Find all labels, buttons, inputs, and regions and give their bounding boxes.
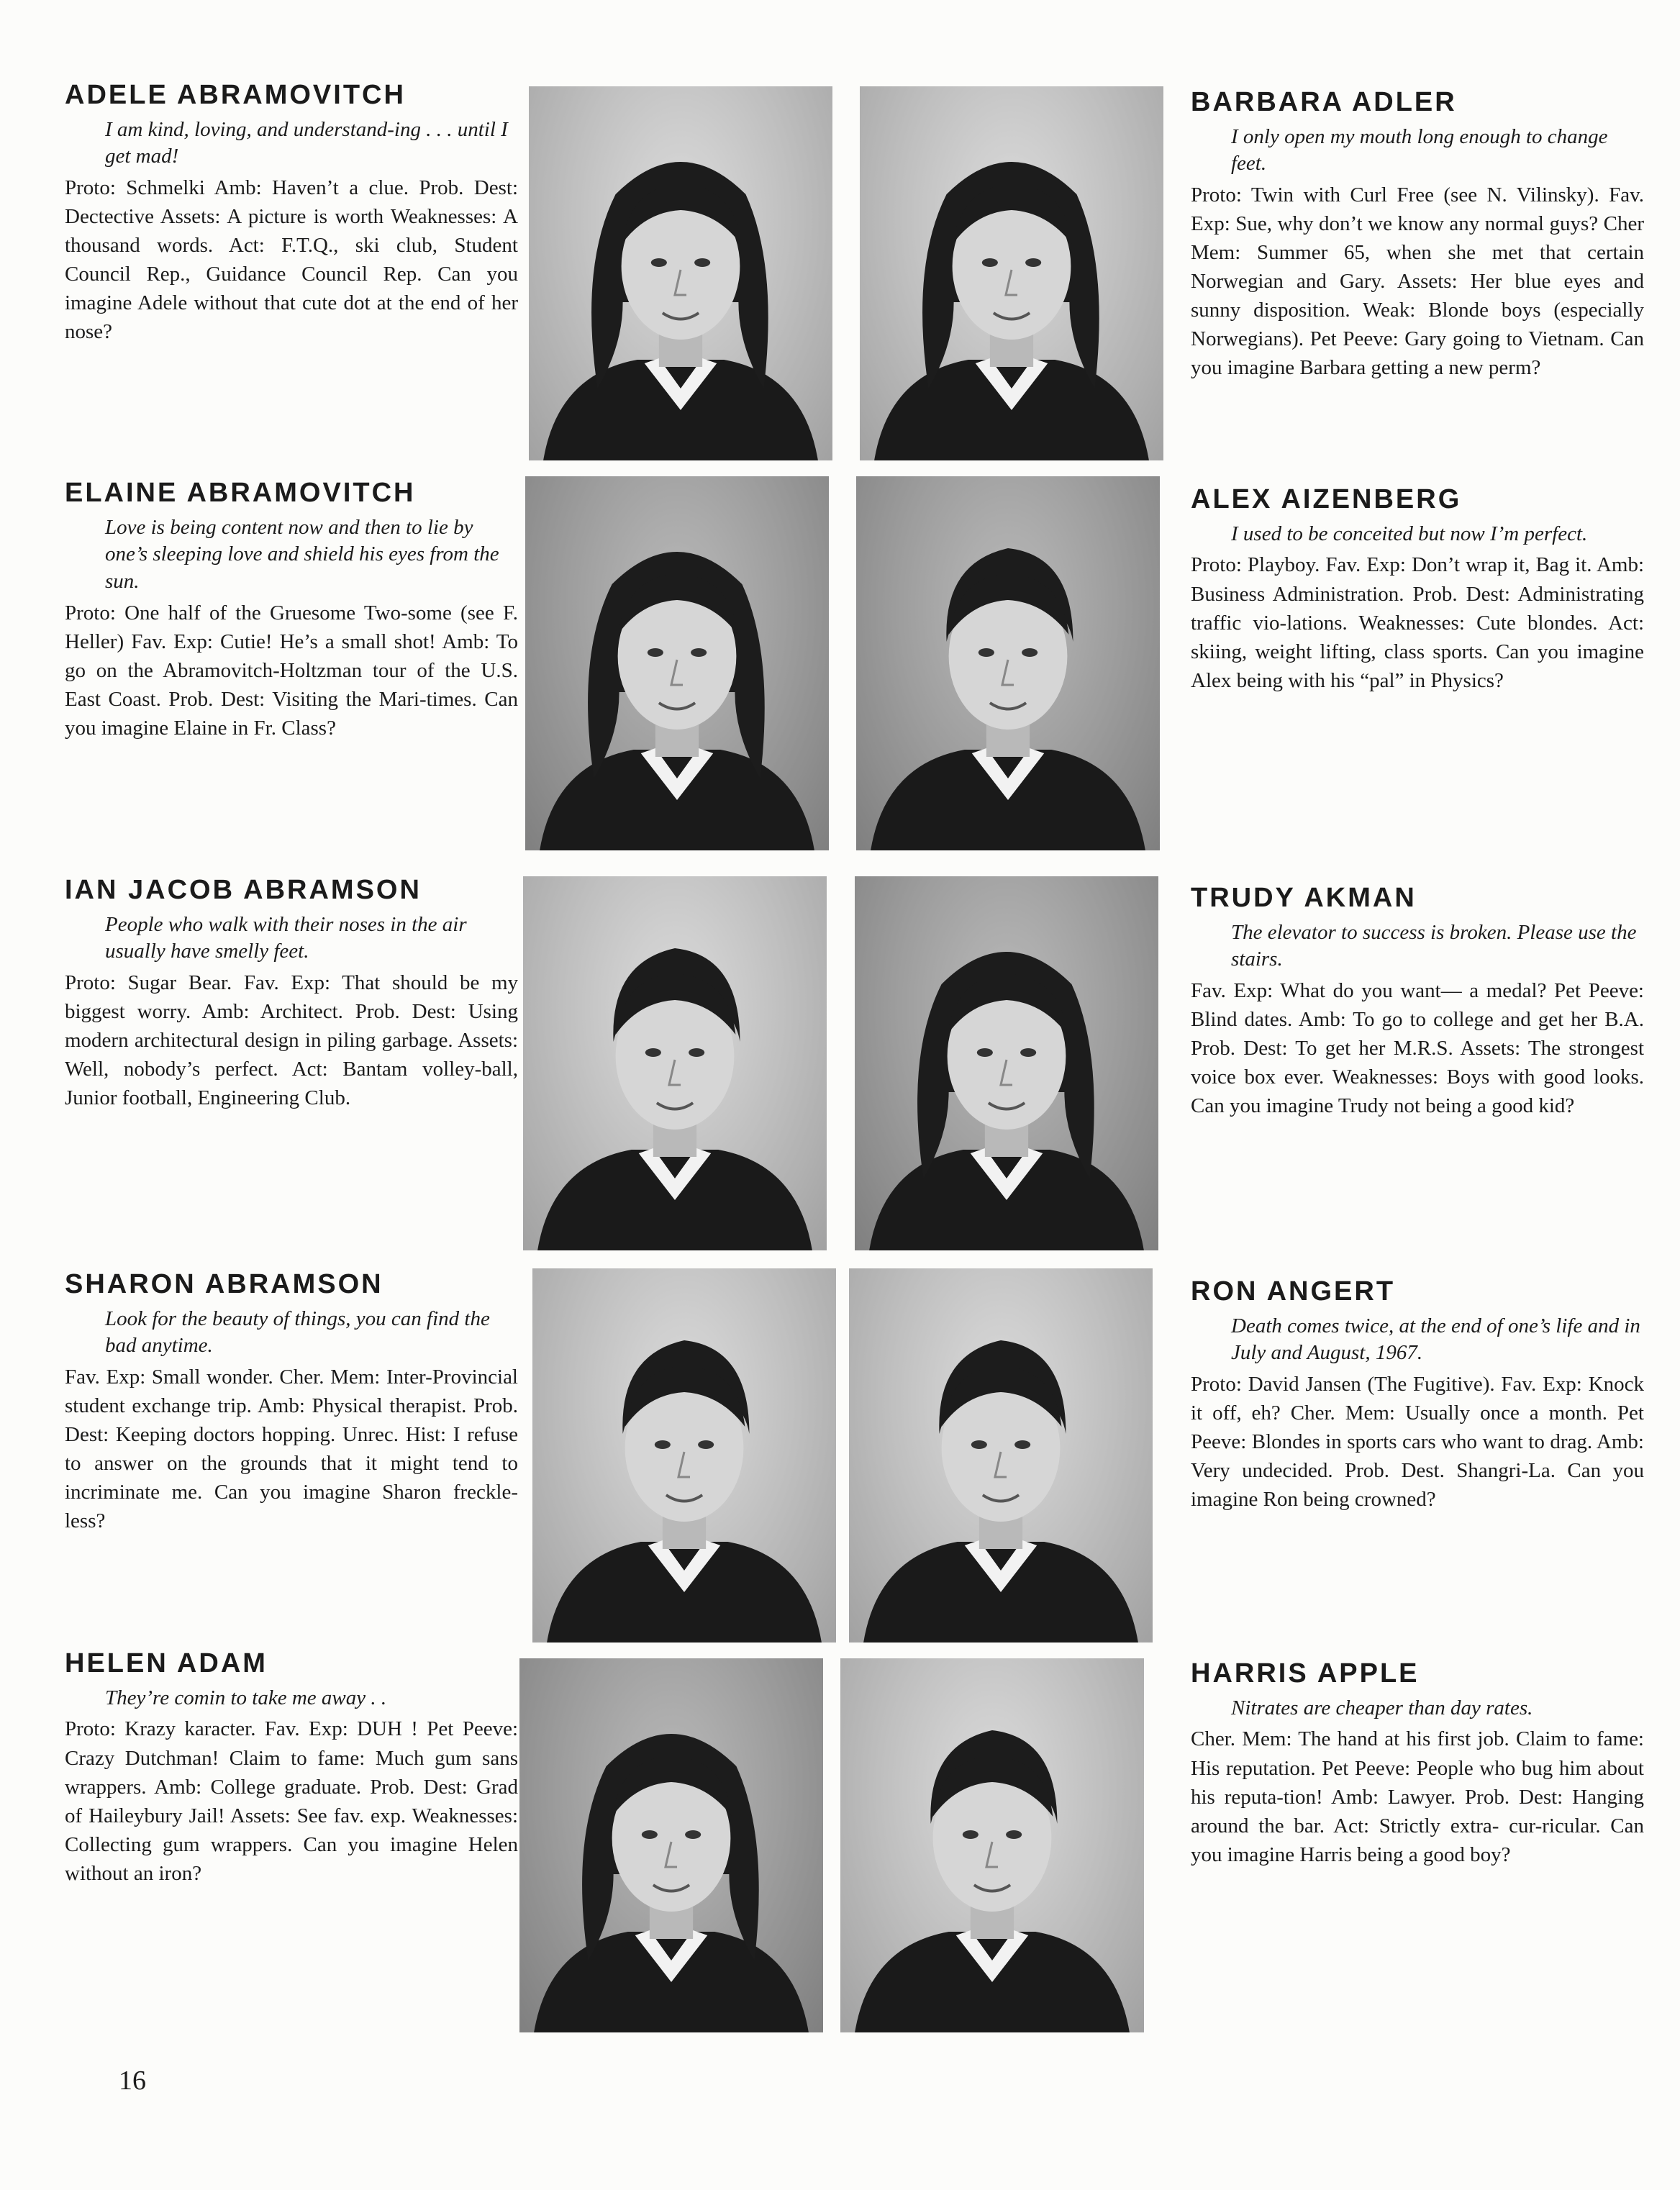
student-bio: Proto: Sugar Bear. Fav. Exp: That should be my biggest worry. Amb: Architect. Prob. Dest: Using modern architectural design in piling garbage. Assets: Well, nobody’s perfect. Act: Bantam volley-ball, Junior football, Engineering Club.	[65, 971, 518, 1110]
entry-sharon-abramson	[65, 1270, 518, 1535]
student-name: RON ANGERT	[1191, 1276, 1396, 1307]
student-name: ALEX AIZENBERG	[1191, 484, 1462, 514]
student-bio: Proto: Krazy karacter. Fav. Exp: DUH ! Pet Peeve: Crazy Dutchman! Claim to fame: Much gum sans wrappers. Amb: College graduate. Prob. Dest: Grad of Haileybury Jail! Assets: See fav. exp. Weaknesses: Collecting gum wrappers. Can you imagine Helen without an iron?	[65, 1717, 518, 1885]
student-bio: Proto: Schmelki Amb: Haven’t a clue. Prob. Dest: Dectective Assets: A picture is worth Weaknesses: A thousand words. Act: F.T.Q., ski club, Student Council Rep., Guidance Council Rep. Can you imagine Adele without that cute dot at the end of her nose?	[65, 176, 518, 344]
student-bio: Proto: One half of the Gruesome Two-some (see F. Heller) Fav. Exp: Cutie! He’s a small shot! Amb: To go on the Abramovitch-Holtzman tour of the U.S. East Coast. Prob. Dest: Visiting the Mari-times. Can you imagine Elaine in Fr. Class?	[65, 601, 518, 740]
student-name: TRUDY AKMAN	[1191, 883, 1417, 913]
student-quote: Love is being content now and then to lie by one’s sleeping love and shield his eyes from the sun.	[105, 515, 499, 594]
entry-adele-abramovitch	[65, 81, 518, 346]
entry-harris-apple	[1191, 1659, 1644, 1869]
student-bio: Proto: Twin with Curl Free (see N. Vilinsky). Fav. Exp: Sue, why don’t we know any normal guys? Cher Mem: Summer 65, when she met that certain Norwegian and Gary. Assets: Her blue eyes and sunny disposition. Weak: Blonde boys (especially Norwegians). Pet Peeve: Gary going to Vietnam. Can you imagine Barbara getting a new perm?	[1191, 183, 1644, 380]
student-quote: I only open my mouth long enough to change feet.	[1231, 124, 1608, 176]
portrait-photo	[519, 1658, 823, 2032]
student-quote: The elevator to success is broken. Please use the stairs.	[1231, 920, 1637, 971]
student-name: HARRIS APPLE	[1191, 1658, 1420, 1689]
student-bio: Fav. Exp: Small wonder. Cher. Mem: Inter-Provincial student exchange trip. Amb: Physical therapist. Prob. Dest: Keeping doctors hopping. Unrec. Hist: I refuse to answer on the grounds that it might tend to incriminate me. Can you imagine Sharon freckle-less?	[65, 1366, 518, 1533]
page-number: 16	[119, 2066, 146, 2096]
portrait-photo	[525, 476, 829, 850]
student-name: IAN JACOB ABRAMSON	[65, 875, 422, 905]
student-quote: I am kind, loving, and understand-ing . . . until I get mad!	[105, 117, 508, 168]
portrait-photo	[849, 1268, 1153, 1642]
portrait-photo	[532, 1268, 836, 1642]
student-bio: Proto: David Jansen (The Fugitive). Fav. Exp: Knock it off, eh? Cher. Mem: Usually once a month. Pet Peeve: Blondes in sports cars who want to drag. Amb: Very undecided. Prob. Dest. Shangri-La. Can you imagine Ron being crowned?	[1191, 1373, 1644, 1512]
student-name: HELEN ADAM	[65, 1648, 268, 1678]
student-quote: Death comes twice, at the end of one’s life and in July and August, 1967.	[1231, 1314, 1640, 1365]
entry-trudy-akman	[1191, 883, 1644, 1120]
student-quote: Look for the beauty of things, you can find the bad anytime.	[105, 1307, 490, 1358]
student-quote: People who walk with their noses in the air usually have smelly feet.	[105, 912, 467, 963]
student-quote: Nitrates are cheaper than day rates.	[1231, 1696, 1533, 1719]
portrait-photo	[860, 86, 1163, 460]
portrait-photo	[855, 876, 1158, 1250]
student-name: SHARON ABRAMSON	[65, 1269, 383, 1299]
student-quote: They’re comin to take me away . .	[105, 1686, 387, 1709]
entry-elaine-abramovitch	[65, 478, 518, 742]
student-bio: Fav. Exp: What do you want— a medal? Pet Peeve: Blind dates. Amb: To go to college and get her B.A. Prob. Dest: To get her M.R.S. Assets: The strongest voice box ever. Weaknesses: Boys with good looks. Can you imagine Trudy not being a good kid?	[1191, 979, 1644, 1118]
portrait-photo	[840, 1658, 1144, 2032]
entry-barbara-adler	[1191, 88, 1644, 382]
student-quote: I used to be conceited but now I’m perfect.	[1231, 522, 1588, 545]
entry-ian-jacob-abramson	[65, 876, 518, 1112]
student-bio: Proto: Playboy. Fav. Exp: Don’t wrap it, Bag it. Amb: Business Administration. Prob. Dest: Administrating traffic vio-lations. Weaknesses: Cute blondes. Act: skiing, weight lifting, class sports. Can you imagine Alex being with his “pal” in Physics?	[1191, 553, 1644, 692]
student-name: ADELE ABRAMOVITCH	[65, 80, 406, 110]
portrait-photo	[856, 476, 1160, 850]
portrait-photo	[523, 876, 827, 1250]
entry-alex-aizenberg	[1191, 485, 1644, 695]
entry-ron-angert	[1191, 1277, 1644, 1514]
student-bio: Cher. Mem: The hand at his first job. Claim to fame: His reputation. Pet Peeve: People who bug him about his reputa-tion! Amb: Lawyer. Prob. Dest: Hanging around the bar. Act: Strictly extra- cur-ricular. Can you imagine Harris being a good boy?	[1191, 1727, 1644, 1866]
student-name: BARBARA ADLER	[1191, 87, 1457, 117]
portrait-photo	[529, 86, 832, 460]
student-name: ELAINE ABRAMOVITCH	[65, 478, 416, 508]
entry-helen-adam	[65, 1649, 518, 1888]
